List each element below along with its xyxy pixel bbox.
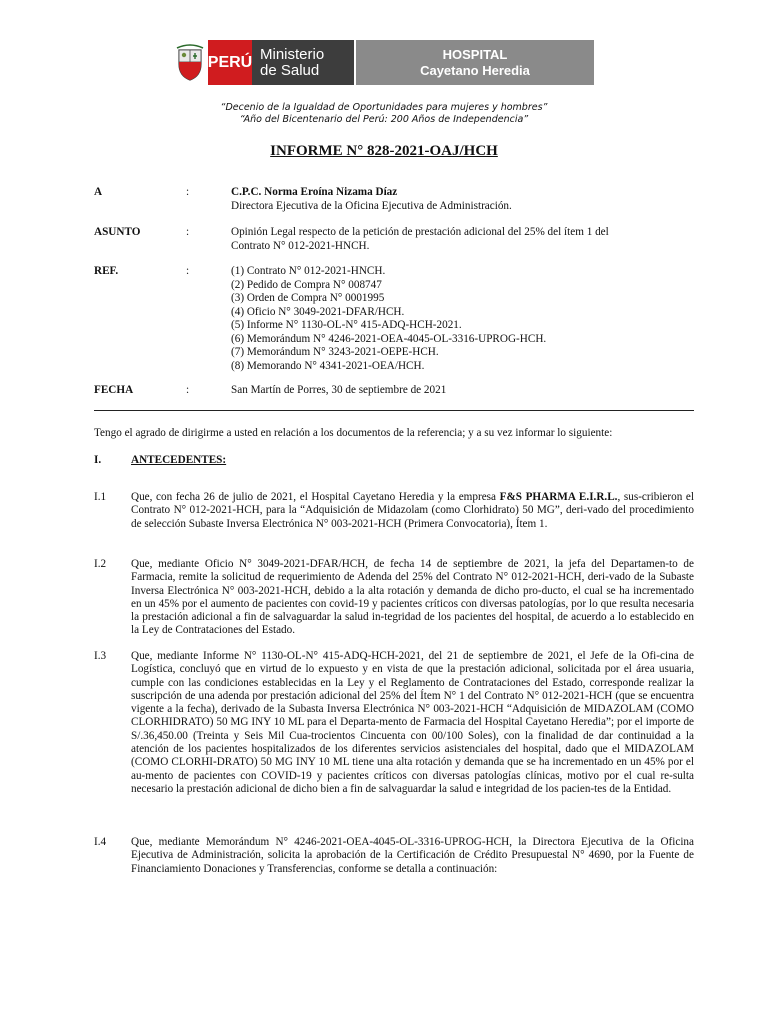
paragraph-i1-text-b: , sus-cribieron el Contrato N° 012-2021-HCH, para la “Adquisición de Midazolam (como Clorhidrato) 50 MG”, deri-vado del procedimiento de selección Subaste Inversa Electrónica N° 003-2021-HCH (Primera Convocatoria), Ítem 1. [131, 491, 694, 530]
paragraph-number: I.2 [94, 558, 107, 570]
paragraph-i1 [131, 491, 694, 531]
peru-coat-of-arms-icon [172, 40, 208, 85]
field-ref-colon: : [186, 265, 190, 277]
paragraph-number: I.4 [94, 836, 107, 848]
paragraph-number: I.1 [94, 491, 107, 503]
company-name: F&S PHARMA E.I.R.L. [499, 491, 618, 503]
ref-item: (4) Oficio N° 3049-2021-DFAR/HCH. [231, 305, 405, 318]
paragraph-i3: Que, mediante Informe N° 1130-OL-N° 415-ADQ-HCH-2021, del 21 de septiembre de 2021, el Jefe de la Ofi-cina de Logística, concluyó que en virtud de lo expuesto y en vista de que la prestación adicional, solicitada por el área usuaria, cumple con las condiciones establecidas en la Ley y el Reglamento de Contrataciones del Estado, corresponde realizar la suscripción de una adenda por prestación adicional del 25% del Ítem N° 1 del Contrato N° 012-2021-HCH (que se encuentra vigente a la fecha), derivado de la Subasta Inversa Electrónica N° 003-2021-HCH “Adquisición de MIDAZOLAM (COMO CLORHIDRATO) 50 MG INY 10 ML para el Departa-mento de Farmacia del Hospital Cayetano Heredia”; por el importe de S/.36,450.00 (Treinta y Seis Mil Cua-trocientos Cincuenta con 00/100 Soles), con la finalidad de dar continuidad a la atención de los pacientes hospitalizados de los diferentes servicios asistenciales del hospital, dado que el MIDAZOLAM (COMO CLORHI-DRATO) 50 MG INY 10 ML tiene una alta rotación y demanda que se ha incrementado en un 45% por el au-mento de pacientes con COVID-19 y pacientes críticos con diversas patologías clínicas, motivo por el cual re-sulta necesario la prestación adicional de dicho bien a fin de salvaguardar la salud e integridad de los pacien-tes de la Entidad. [131, 650, 694, 795]
paragraph-i4: Que, mediante Memorándum N° 4246-2021-OEA-4045-OL-3316-UPROG-HCH, la Directora Ejecutiva de la Oficina Ejecutiva de Administración, solicita la aprobación de la Certificación de Crédito Presupuestal N° 4690, por la Fuente de Financiamiento Donaciones y Transferencias, conforme se detalla a continuación: [131, 836, 694, 875]
ref-item: (8) Memorando N° 4341-2021-OEA/HCH. [231, 359, 425, 372]
hospital-line-1: HOSPITAL [442, 46, 508, 62]
institution-header [172, 40, 594, 85]
field-asunto-label: ASUNTO [94, 226, 141, 238]
ref-item: (1) Contrato N° 012-2021-HNCH. [231, 265, 386, 277]
ministerio-line-2: de Salud [260, 61, 320, 79]
field-ref-label: REF. [94, 265, 119, 277]
peru-logo-text: PERÚ [207, 53, 253, 71]
paragraph-i1-text-a: Que, con fecha 26 de julio de 2021, el Hospital Cayetano Heredia y la empresa [131, 491, 500, 503]
field-a-label: A [94, 186, 103, 198]
ref-item: (7) Memorándum N° 3243-2021-OEPE-HCH. [231, 346, 439, 358]
intro-paragraph: Tengo el agrado de dirigirme a usted en relación a los documentos de la referencia; y a su vez informar lo siguiente: [94, 427, 613, 439]
ref-item: (5) Informe N° 1130-OL-N° 415-ADQ-HCH-2021. [231, 319, 462, 331]
field-fecha-value: San Martín de Porres, 30 de septiembre de 2021 [231, 384, 447, 396]
field-asunto-line-2: Contrato N° 012-2021-HNCH. [231, 240, 370, 252]
paragraph-number: I.3 [94, 650, 107, 662]
field-a-name: C.P.C. Norma Eroína Nizama Díaz [231, 186, 398, 198]
section-title: ANTECEDENTES: [131, 454, 227, 466]
header-divider [94, 410, 694, 411]
ref-item: (6) Memorándum N° 4246-2021-OEA-4045-OL-3316-UPROG-HCH. [231, 332, 547, 345]
field-asunto-line-1: Opinión Legal respecto de la petición de prestación adicional del 25% del ítem 1 del [231, 226, 609, 238]
field-fecha-label: FECHA [94, 384, 134, 396]
ministerio-logo [252, 40, 354, 85]
ministerio-line-1: Ministerio [260, 45, 325, 63]
hospital-logo [356, 40, 594, 85]
paragraph-i2: Que, mediante Oficio N° 3049-2021-DFAR/HCH, de fecha 14 de septiembre de 2021, la jefa del Departamen-to de Farmacia, remite la solicitud de requerimiento de Adenda del 25% del Contrato N° 012-2021-HCH, deri-vado de la Subaste Inversa Electrónica N° 003-2021-HCH, debido a la alta rotación y demanda de dicho pro-ducto, el cual se ha incrementado en un 45% por el aumento de pacientes con covid-19 y pacientes críticos con diversas patologías, por lo que resulta necesaria la prestación adicional a fin de salvaguardar la salud in-tegridad de los pacientes del hospital, de acuerdo a lo establecido en la Ley de Contrataciones del Estado. [131, 558, 694, 637]
peru-logo [208, 40, 252, 85]
field-fecha-colon: : [186, 384, 190, 396]
section-number: I. [94, 454, 102, 466]
field-asunto-colon: : [186, 226, 190, 238]
page-title: INFORME N° 828-2021-OAJ/HCH [270, 143, 498, 159]
hospital-line-2: Cayetano Heredia [420, 62, 530, 78]
field-a-role: Directora Ejecutiva de la Oficina Ejecutiva de Administración. [231, 200, 512, 212]
ref-item: (2) Pedido de Compra N° 008747 [231, 278, 382, 291]
decenio-line-2: “Año del Bicentenario del Perú: 200 Años de Independencia” [239, 114, 529, 125]
field-a-colon: : [186, 186, 190, 198]
decenio-line-1: “Decenio de la Igualdad de Oportunidades para mujeres y hombres” [220, 102, 548, 113]
ref-item: (3) Orden de Compra N° 0001995 [231, 292, 385, 304]
